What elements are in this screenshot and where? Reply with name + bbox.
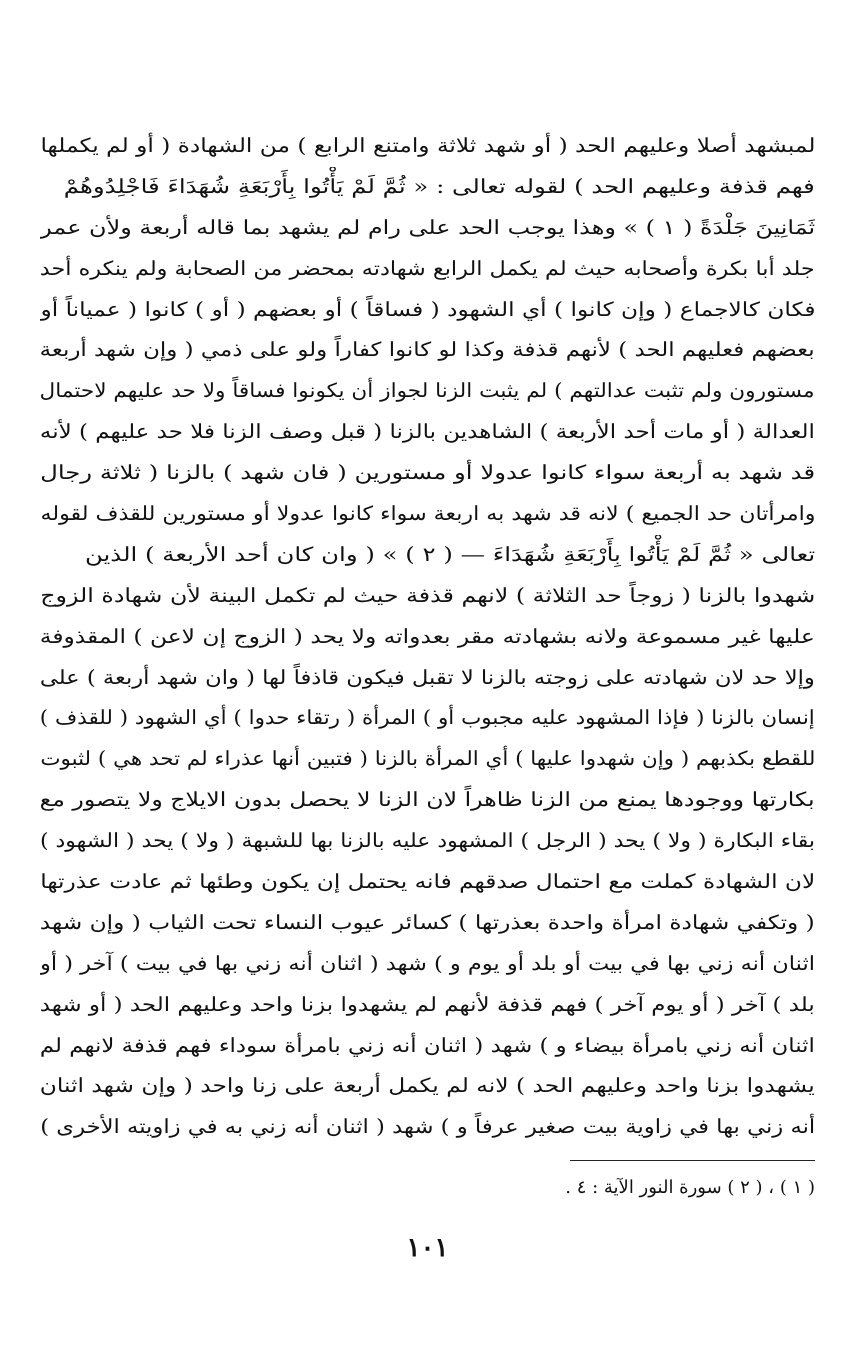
text-line: اثنان أنه زني بها في بيت أو بلد أو يوم و ) شهد ( اثنان أنه زني بها في بيت ) آخر ( أو <box>40 951 815 975</box>
page-number: ١٠١ <box>406 1233 449 1263</box>
text-line: لان الشهادة كملت مع احتمال صدقهم فانه يحتمل إن يكون وطئها ثم عادت عذرتها <box>40 870 815 894</box>
text-line: فكان كالاجماع ( وإن كانوا ) أي الشهود ( فساقاً ) أو بعضهم ( أو ) كانوا ( عمياناً أو <box>40 297 815 321</box>
text-line: العدالة ( أو مات أحد الأربعة ) الشاهدين بالزنا ( قبل وصف الزنا فلا حد عليهم ) لأنه <box>40 420 815 444</box>
main-text-block <box>40 126 815 1148</box>
text-line: وامرأتان حد الجميع ) لانه قد شهد به اربعة سواء كانوا عدولا أو مستورين للقذف لقوله <box>40 502 815 526</box>
text-line: بلد ) آخر ( أو يوم آخر ) فهم قذفة لأنهم لم يشهدوا بزنا واحد وعليهم الحد ( أو شهد <box>40 992 815 1016</box>
text-line: إنسان بالزنا ( فإذا المشهود عليه مجبوب أو ) المرأة ( رتقاء حدوا ) أي الشهود ( للقذف ) <box>40 706 815 730</box>
text-line: جلد أبا بكرة وأصحابه حيث لم يكمل الرابع شهادته بمحضر من الصحابة ولم ينكره أحد <box>40 256 815 280</box>
text-line: ( وتكفي شهادة امرأة واحدة بعذرتها ) كسائر عيوب النساء تحت الثياب ( وإن شهد <box>40 910 815 934</box>
text-line: بكارتها ووجودها يمنع من الزنا ظاهراً لان الزنا لا يحصل بدون الايلاج ولا يتصور مع <box>40 788 815 812</box>
text-line: للقطع بكذبهم ( وإن شهدوا عليها ) أي المرأة بالزنا ( فتبين أنها عذراء لم تحد هي ) لثبوت <box>40 747 815 771</box>
text-line: يشهدوا بزنا واحد وعليهم الحد ) لانه لم يكمل أربعة على زنا واحد ( وإن شهد اثنان <box>40 1074 815 1098</box>
text-line: شهدوا بالزنا ( زوجاً حد الثلاثة ) لانهم قذفة حيث لم تكمل البينة لأن شهادة الزوج <box>40 583 815 607</box>
text-line: أنه زني بها في زاوية بيت صغير عرفاً و ) شهد ( اثنان أنه زني به في زاويته الأخرى ) <box>40 1115 815 1139</box>
text-line: بعضهم فعليهم الحد ) لأنهم قذفة وكذا لو كانوا كفاراً ولو على ذمي ( وإن شهد أربعة <box>40 338 815 362</box>
text-line: فهم قذفة وعليهم الحد ) لقوله تعالى : « ثُمَّ لَمْ يَأْتُوا بِأَرْبَعَةِ شُهَدَاءَ فَاجْلِدُوهُمْ <box>63 174 815 198</box>
text-line: لمبشهد أصلا وعليهم الحد ( أو شهد ثلاثة وامتنع الرابع ) من الشهادة ( أو لم يكملها <box>40 134 815 157</box>
footnote: ( ١ ) ، ( ٢ ) سورة النور الآية : ٤ . <box>565 1177 815 1198</box>
text-line: وإلا حد لان شهادته على زوجته بالزنا لا تقبل فيكون قاذفاً لها ( وان شهد أربعة ) على <box>40 665 815 689</box>
text-line: قد شهد به أربعة سواء كانوا عدولا أو مستورين ( فان شهد ) بالزنا ( ثلاثة رجال <box>40 461 815 485</box>
text-line: عليها غير مسموعة ولانه بشهادته مقر بعدواته ولا يحد ( الزوج إن لاعن ) المقذوفة <box>40 624 815 648</box>
text-line: اثنان أنه زني بامرأة بيضاء و ) شهد ( اثنان أنه زني بامرأة سوداء فهم قذفة لانهم لم <box>40 1033 815 1057</box>
text-line: بقاء البكارة ( ولا ) يحد ( الرجل ) المشهود عليه بالزنا بها للشبهة ( ولا ) يحد ( الشهود ) <box>40 829 815 853</box>
text-line: تعالى « ثُمَّ لَمْ يَأْتُوا بِأَرْبَعَةِ شُهَدَاءَ — ( ٢ ) » ( وان كان أحد الأربعة ) الذين <box>84 542 815 566</box>
text-line: ثَمَانِينَ جَلْدَةً ( ١ ) » وهذا يوجب الحد على رام لم يشهد بما قاله أربعة ولأن عمر <box>40 215 815 239</box>
footnote-divider <box>570 1160 815 1161</box>
text-line: مستورون ولم تثبت عدالتهم ) لم يثبت الزنا لجواز أن يكونوا فساقاً ولا حد عليهم لاحتمال <box>40 379 815 403</box>
